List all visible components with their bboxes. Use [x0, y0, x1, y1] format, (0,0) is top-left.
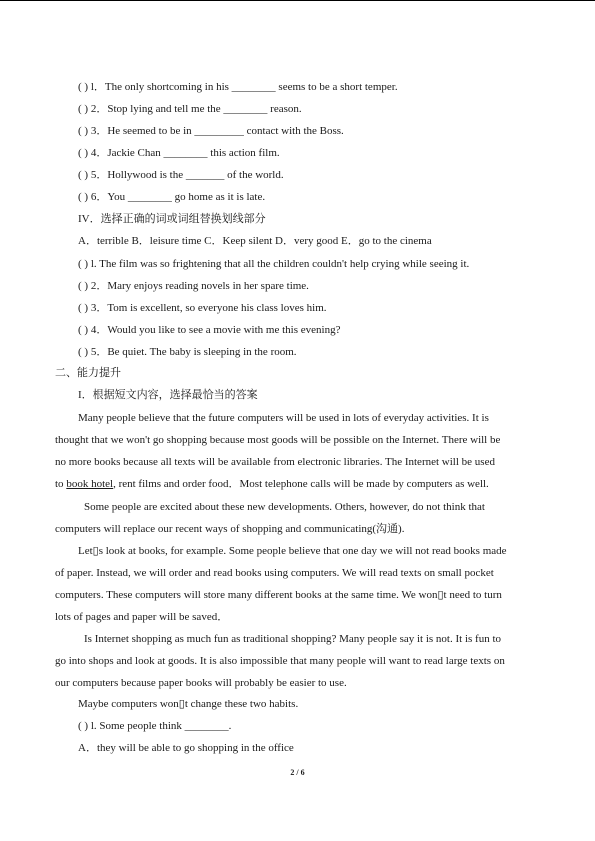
passage-line: thought that we won't go shopping because most goods will be possible on the Internet. There will be	[55, 434, 501, 446]
passage-text: , rent films and order food．Most telephone calls will be made by computers as well.	[113, 478, 489, 490]
passage-line: Is Internet shopping as much fun as traditional shopping? Many people say it is not. It is fun to	[84, 633, 502, 645]
replace-question-2: ( ) 2．Mary enjoys reading novels in her spare time.	[78, 280, 309, 292]
passage-line: Many people believe that the future computers will be used in lots of everyday activities. It is	[78, 412, 489, 424]
fill-question-6: ( ) 6．You ________ go home as it is late.	[78, 191, 266, 203]
passage-line: Let▯s look at books, for example. Some people believe that one day we will not read books made	[78, 545, 507, 557]
mc-option-a: A．they will be able to go shopping in the office	[78, 742, 294, 754]
underlined-phrase: book hotel	[66, 478, 114, 490]
top-border	[0, 0, 595, 1]
answer-options: A．terrible B．leisure time C．Keep silent D．very good E．go to the cinema	[78, 235, 432, 247]
replace-question-5: ( ) 5．Be quiet. The baby is sleeping in the room.	[78, 346, 297, 358]
passage-line: go into shops and look at goods. It is also impossible that many people will want to read large texts on	[55, 655, 505, 667]
passage-line: no more books because all texts will be available from electronic libraries. The Internet will be used	[55, 456, 495, 468]
passage-line: our computers because paper books will probably be easier to use.	[55, 677, 347, 689]
passage-line	[55, 477, 489, 491]
page-number: 2 / 6	[290, 768, 305, 777]
replace-question-3: ( ) 3．Tom is excellent, so everyone his class loves him.	[78, 302, 327, 314]
passage-line: Some people are excited about these new developments. Others, however, do not think that	[84, 501, 485, 513]
passage-line: lots of pages and paper will be saved．	[55, 611, 229, 623]
fill-question-2: ( ) 2．Stop lying and tell me the ________ reason.	[78, 103, 302, 115]
section-4-title: IV．选择正确的词或词组替换划线部分	[78, 213, 266, 225]
passage-line: Maybe computers won▯t change these two habits.	[78, 698, 299, 710]
passage-text: to	[55, 478, 67, 490]
passage-line: computers. These computers will store many different books at the same time. We won▯t need to turn	[55, 589, 502, 601]
replace-question-1: ( ) l. The film was so frightening that all the children couldn't help crying while seeing it.	[78, 258, 470, 270]
fill-question-4: ( ) 4．Jackie Chan ________ this action film.	[78, 147, 280, 159]
mc-question-1: ( ) l. Some people think ________.	[78, 720, 232, 732]
part-2-title: 二、能力提升	[55, 367, 121, 379]
replace-question-4: ( ) 4．Would you like to see a movie with me this evening?	[78, 324, 341, 336]
passage-line: of paper. Instead, we will order and read books using computers. We will read texts on small pocket	[55, 567, 494, 579]
fill-question-3: ( ) 3．He seemed to be in _________ contact with the Boss.	[78, 125, 344, 137]
fill-question-1: ( ) l．The only shortcoming in his ________ seems to be a short temper.	[78, 81, 398, 93]
passage-line: computers will replace our recent ways of shopping and communicating(沟通).	[55, 523, 405, 535]
part-2-subtitle: I．根据短文内容，选择最恰当的答案	[78, 389, 258, 401]
fill-question-5: ( ) 5．Hollywood is the _______ of the world.	[78, 169, 284, 181]
